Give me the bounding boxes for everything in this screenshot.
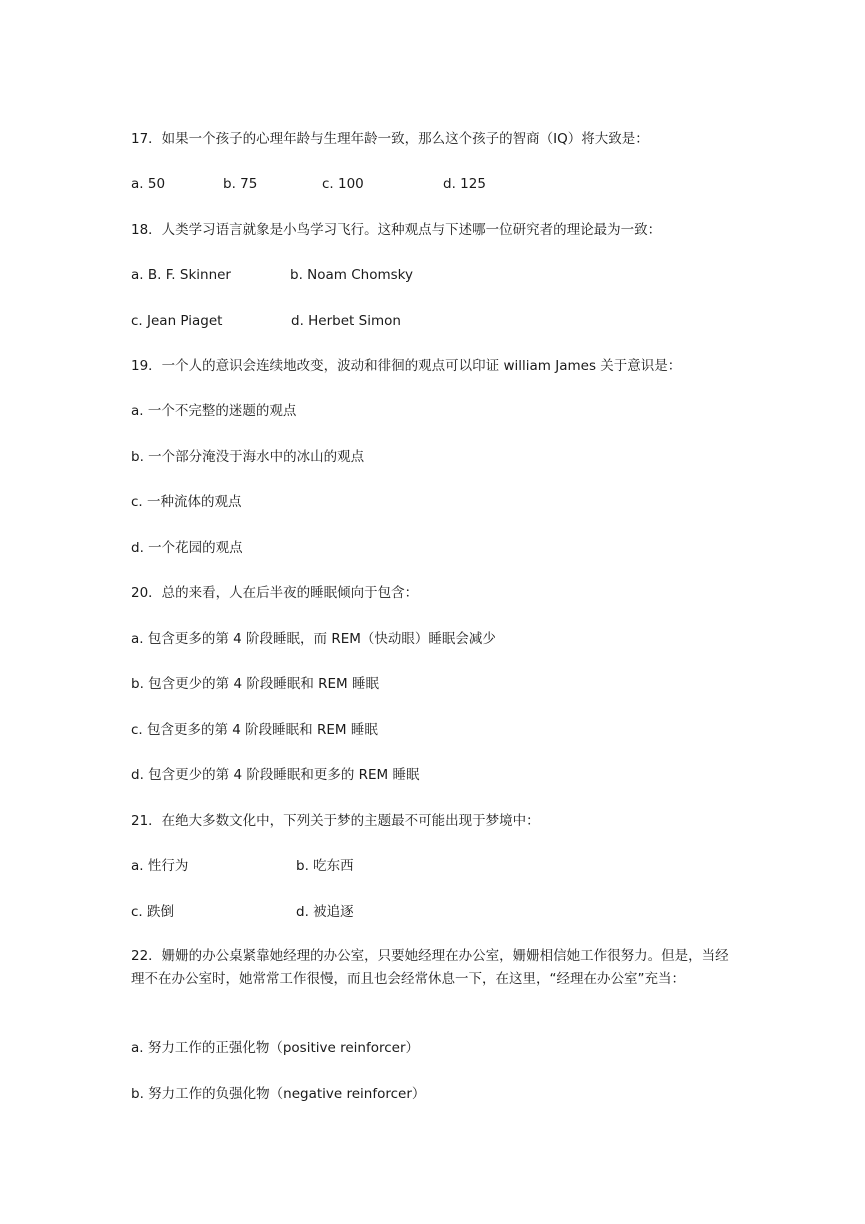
question-22-text: 22．姗姗的办公桌紧靠她经理的办公室，只要她经理在办公室，姗姗相信她工作很努力。但是，当经理不在办公室时，她常常工作很慢，而且也会经常休息一下，在这里，“经理在办公室”充当： — [131, 948, 729, 987]
question-18-option-d: d. Herbet Simon — [291, 313, 401, 329]
question-19-text: 19．一个人的意识会连续地改变，波动和徘徊的观点可以印证 william James 关于意识是： — [131, 358, 682, 374]
question-17-text: 17．如果一个孩子的心理年龄与生理年龄一致，那么这个孩子的智商（IQ）将大致是： — [131, 131, 649, 147]
question-20-option-c: c. 包含更多的第 4 阶段睡眠和 REM 睡眠 — [131, 722, 378, 738]
question-19-option-c: c. 一种流体的观点 — [131, 494, 242, 510]
question-22-option-b: b. 努力工作的负强化物（negative reinforcer） — [131, 1086, 426, 1102]
question-22-option-a: a. 努力工作的正强化物（positive reinforcer） — [131, 1040, 420, 1056]
question-17-option-d: d. 125 — [443, 176, 486, 192]
question-18-text: 18．人类学习语言就象是小鸟学习飞行。这种观点与下述哪一位研究者的理论最为一致： — [131, 222, 662, 238]
question-17-option-b: b. 75 — [223, 176, 258, 192]
question-20-option-a: a. 包含更多的第 4 阶段睡眠，而 REM（快动眼）睡眠会减少 — [131, 631, 496, 647]
question-17-option-c: c. 100 — [322, 176, 364, 192]
question-21-option-d: d. 被追逐 — [296, 904, 354, 920]
question-19-option-d: d. 一个花园的观点 — [131, 540, 243, 556]
question-21-text: 21．在绝大多数文化中，下列关于梦的主题最不可能出现于梦境中： — [131, 813, 540, 829]
question-21-option-c: c. 跌倒 — [131, 904, 175, 920]
question-20-option-d: d. 包含更少的第 4 阶段睡眠和更多的 REM 睡眠 — [131, 767, 420, 783]
question-19-option-a: a. 一个不完整的迷题的观点 — [131, 403, 297, 419]
question-20-text: 20．总的来看，人在后半夜的睡眠倾向于包含： — [131, 585, 419, 601]
question-21-option-a: a. 性行为 — [131, 858, 189, 874]
question-19-option-b: b. 一个部分淹没于海水中的冰山的观点 — [131, 449, 365, 465]
question-18-option-c: c. Jean Piaget — [131, 313, 223, 329]
question-21-option-b: b. 吃东西 — [296, 858, 354, 874]
question-17-option-a: a. 50 — [131, 176, 166, 192]
question-20-option-b: b. 包含更少的第 4 阶段睡眠和 REM 睡眠 — [131, 676, 379, 692]
question-18-option-b: b. Noam Chomsky — [290, 267, 413, 283]
question-18-option-a: a. B. F. Skinner — [131, 267, 231, 283]
